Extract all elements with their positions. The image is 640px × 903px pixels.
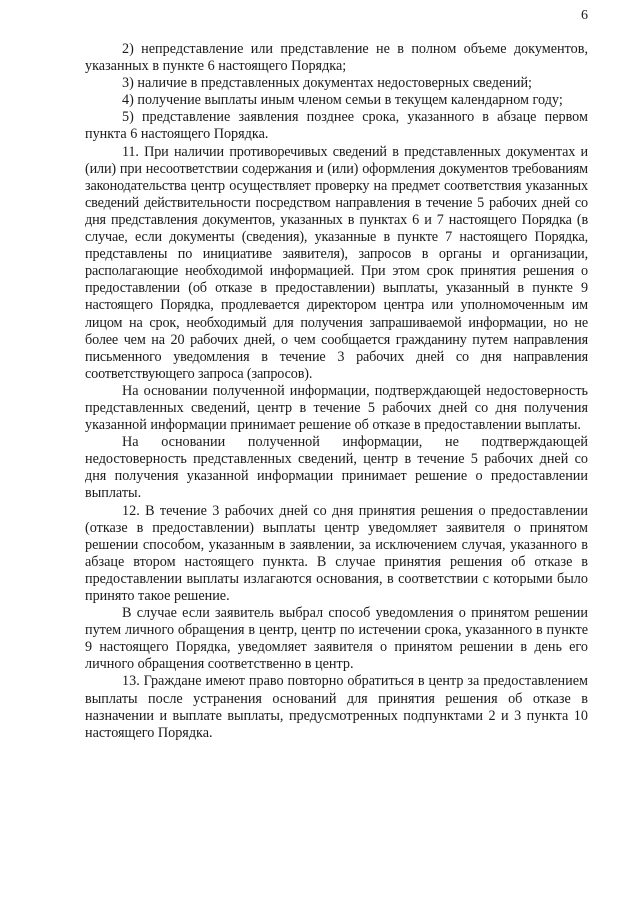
paragraph-section-11: 11. При наличии противоречивых сведений в представленных документах и (или) при несоответствии содержания и (или) оформления документов требованиям законодательства центр осуществляет проверку на предмет соответствия указанных сведений действительности посредством направления в течение 5 рабочих дней со дня представления документов, указанных в пунктах 6 и 7 настоящего Порядка (в случае, если документы (сведения), указанные в пункте 7 настоящего Порядка, представлены по инициативе заявителя), запросов в органы и организации, располагающие необходимой информацией. При этом срок принятия решения о предоставлении (об отказе в предоставлении) выплаты, указанный в пункте 9 настоящего Порядка, продлевается директором центра или уполномоченным им лицом на срок, необходимый для получения запрашиваемой информации, но не более чем на 20 рабочих дней, о чем сообщается гражданину путем направления письменного уведомления в течение 3 рабочих дней со дня направления соответствующего запроса (запросов). (85, 143, 588, 382)
page-number: 6 (581, 8, 588, 23)
paragraph-personal-notification: В случае если заявитель выбрал способ уведомления о принятом решении путем личного обращения в центр, центр по истечении срока, указанного в пункте 9 настоящего Порядка, уведомляет заявителя о принятом решении в день его личного обращения соответственно в центр. (85, 605, 588, 673)
document-body (85, 41, 588, 742)
paragraph-item-4: 4) получение выплаты иным членом семьи в текущем календарном году; (122, 92, 563, 109)
paragraph-item-2: 2) непредставление или представление не в полном объеме документов, указанных в пункте 6 настоящего Порядка; (85, 41, 588, 75)
paragraph-section-12: 12. В течение 3 рабочих дней со дня принятия решения о предоставлении (отказе в предоставлении) выплаты центр уведомляет заявителя о принятом решении способом, указанным в заявлении, за исключением случая, указанного в абзаце втором настоящего пункта. В случае принятия решения об отказе в предоставлении выплаты излагаются основания, в соответствии с которыми было принято такое решение. (85, 502, 588, 604)
paragraph-item-5: 5) представление заявления позднее срока, указанного в абзаце первом пункта 6 настоящего Порядка. (85, 109, 588, 143)
paragraph-section-13: 13. Граждане имеют право повторно обратиться в центр за предоставлением выплаты после устранения оснований для принятия решения об отказе в назначении и выплате выплаты, предусмотренных подпунктами 2 и 3 пункта 10 настоящего Порядка. (85, 673, 588, 741)
paragraph-confirming-unreliability: На основании полученной информации, подтверждающей недостоверность представленных сведений, центр в течение 5 рабочих дней со дня получения указанной информации принимает решение об отказе в предоставлении выплаты. (85, 382, 588, 434)
paragraph-item-3: 3) наличие в представленных документах недостоверных сведений; (122, 75, 532, 92)
paragraph-not-confirming-unreliability: На основании полученной информации, не подтверждающей недостоверность представленных сведений, центр в течение 5 рабочих дней со дня получения указанной информации принимает решение о предоставлении выплаты. (85, 434, 588, 502)
